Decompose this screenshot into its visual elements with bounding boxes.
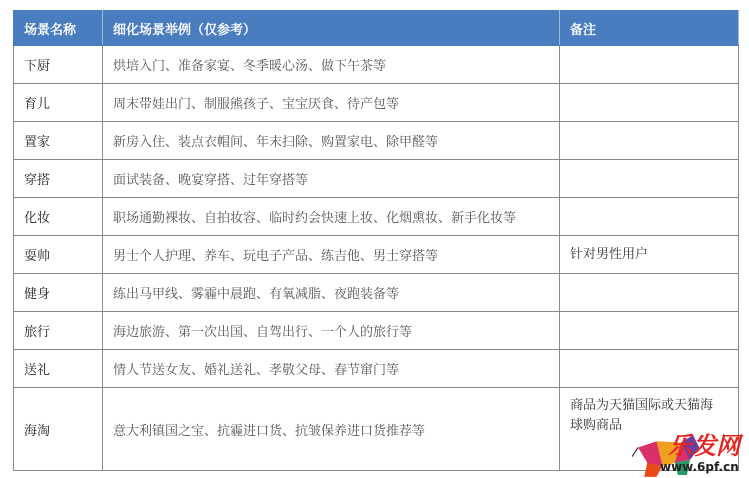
scene-name: 旅行: [14, 312, 103, 350]
scene-examples: 海边旅游、第一次出国、自驾出行、一个人的旅行等: [103, 312, 560, 350]
scene-name: 健身: [14, 274, 103, 312]
scene-note: [560, 274, 739, 312]
table-row: [14, 312, 739, 350]
table-row: [14, 198, 739, 236]
scene-note: [560, 160, 739, 198]
header-notes: 备注: [560, 11, 739, 46]
table-row: [14, 160, 739, 198]
scene-name: 置家: [14, 122, 103, 160]
table-row: [14, 236, 739, 274]
scene-examples: 烘培入门、准备家宴、冬季暖心汤、做下午茶等: [103, 46, 560, 84]
header-examples: 细化场景举例（仅参考）: [103, 11, 560, 46]
scene-examples: 面试装备、晚宴穿搭、过年穿搭等: [103, 160, 560, 198]
scene-examples: 周末带娃出门、制服熊孩子、宝宝厌食、待产包等: [103, 84, 560, 122]
scene-examples: 男士个人护理、养车、玩电子产品、练吉他、男士穿搭等: [103, 236, 560, 274]
note-text: 针对男性用户: [570, 246, 649, 262]
note-text-2: 球购商品: [570, 418, 623, 433]
watermark-url: www.6pf.cn: [660, 460, 739, 474]
scene-name: 穿搭: [14, 160, 103, 198]
note-text: 商品为天猫国际或天猫海: [570, 398, 714, 413]
scene-name: 耍帅: [14, 236, 103, 274]
scene-table: [13, 10, 739, 471]
scene-note: [560, 236, 739, 274]
scene-name: 送礼: [14, 350, 103, 388]
scene-note: [560, 312, 739, 350]
scene-note: [560, 84, 739, 122]
scene-name: 海淘: [14, 388, 103, 471]
scene-note: [560, 198, 739, 236]
scene-examples: 职场通勤裸妆、自拍妆容、临时约会快速上妆、化烟熏妆、新手化妆等: [103, 198, 560, 236]
table-row: [14, 46, 739, 84]
scene-note: [560, 350, 739, 388]
table-row: [14, 350, 739, 388]
watermark-brand: 乐发网: [668, 431, 740, 460]
table-header: [14, 11, 739, 46]
scene-examples: 情人节送女友、婚礼送礼、孝敬父母、春节窜门等: [103, 350, 560, 388]
scene-name: 化妆: [14, 198, 103, 236]
table-row: [14, 84, 739, 122]
scene-examples: 练出马甲线、雾霾中晨跑、有氧减脂、夜跑装备等: [103, 274, 560, 312]
scene-examples: 新房入住、装点衣帽间、年末扫除、购置家电、除甲醛等: [103, 122, 560, 160]
table-row: [14, 122, 739, 160]
scene-note: [560, 122, 739, 160]
scene-note: [560, 46, 739, 84]
scene-name: 育儿: [14, 84, 103, 122]
header-scene-name: 场景名称: [14, 11, 103, 46]
table-row: [14, 388, 739, 471]
table-row: [14, 274, 739, 312]
scene-name: 下厨: [14, 46, 103, 84]
scene-examples: 意大利镇国之宝、抗霾进口货、抗皱保养进口货推荐等: [103, 388, 560, 471]
